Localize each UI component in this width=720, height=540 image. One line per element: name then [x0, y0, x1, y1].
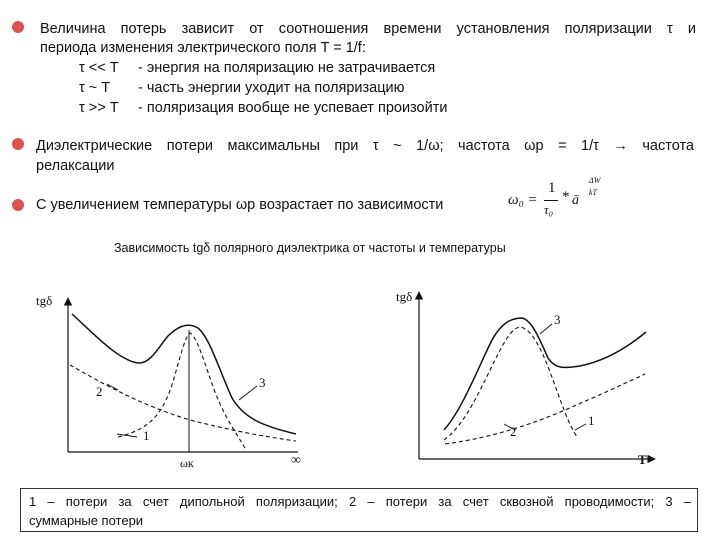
right-x-axis-label: T [638, 452, 647, 467]
case-3-condition: τ >> T [79, 100, 119, 116]
case-2-description: - часть энергии уходит на поляризацию [138, 80, 405, 96]
right-curve-1-label: 1 [588, 413, 595, 428]
right-leader-1 [575, 424, 586, 430]
bullet-2-line-1: Диэлектрические потери максимальны при τ ~ 1/ω; частота ωр = 1/τ → частота [36, 138, 694, 154]
case-2-condition: τ ~ T [79, 80, 111, 96]
left-curve-1 [118, 333, 246, 450]
formula-base: ā [572, 193, 579, 208]
left-x-axis-end-infinity: ∞ [291, 453, 301, 468]
formula-numerator: 1 [548, 180, 556, 196]
right-y-axis-label: tgδ [396, 289, 413, 304]
formula-lhs: ω₀ = [508, 192, 538, 208]
formula-exponent-bottom: kT [589, 188, 597, 197]
left-leader-2 [107, 384, 118, 390]
right-curve-2 [445, 374, 645, 444]
left-curve-3 [72, 314, 296, 434]
formula-multiply: * [562, 189, 570, 205]
right-curve-3-label: 3 [554, 312, 561, 327]
right-leader-3 [540, 324, 552, 334]
legend-box [20, 488, 698, 532]
left-x-tick-omega-k: ωк [180, 456, 194, 470]
bullet-1-line-1: Величина потерь зависит от соотношения времени установления поляризации τ и [40, 21, 696, 37]
figure-caption: Зависимость tgδ полярного диэлектрика от частоты и температуры [114, 241, 506, 255]
legend-line-2: суммарные потери [29, 513, 144, 528]
formula-denominator: τ₀ [544, 202, 554, 217]
right-curve-2-label: 2 [510, 424, 517, 439]
left-y-axis-label: tgδ [36, 293, 53, 308]
case-1-description: - энергия на поляризацию не затрачивается [138, 60, 436, 76]
formula-exponent-top: ΔW [589, 176, 601, 185]
left-curve-1-label: 1 [143, 428, 150, 443]
right-curve-3 [444, 318, 646, 430]
left-curve-3-label: 3 [259, 375, 266, 390]
left-curve-2-label: 2 [96, 384, 103, 399]
left-leader-3 [239, 386, 257, 400]
bullet-1-line-2: периода изменения электрического поля T = 1/f: [40, 40, 366, 56]
bullet-2-line-2: релаксации [36, 158, 115, 174]
case-1-condition: τ << T [79, 60, 119, 76]
case-3-description: - поляризация вообще не успевает произойти [138, 100, 448, 116]
bullet-3-text: С увеличением температуры ωр возрастает по зависимости [36, 197, 444, 213]
legend-line-1: 1 – потери за счет дипольной поляризации; 2 – потери за счет сквозной проводимости; 3 – [29, 494, 691, 509]
